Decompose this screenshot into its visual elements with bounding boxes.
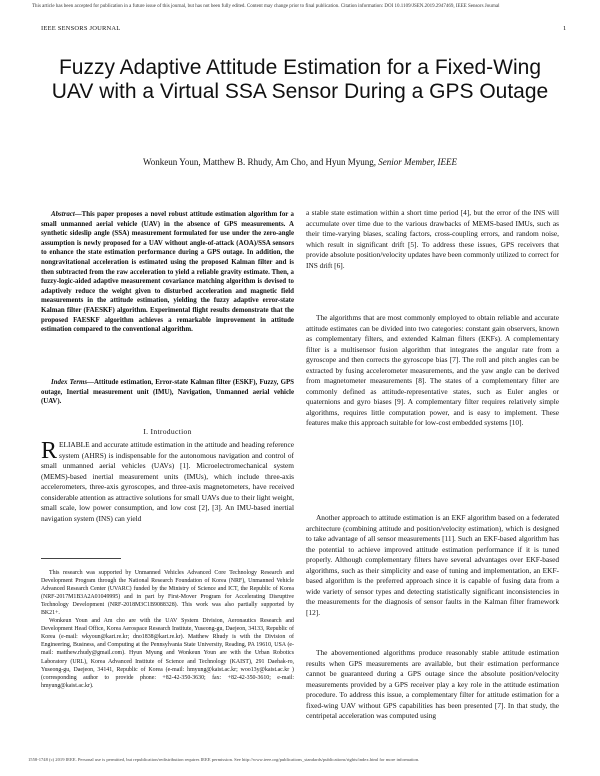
right-paragraph-3: Another approach to attitude estimation is an EKF algorithm based on a federated architecture (combining attitude and position/velocity estimation), which is designed to take advantage of all sensor measurements [11]. Such an EKF-based algorithm has the potential to achieve improved attitude estimation performance if it is tuned properly. Although complementary filters have several advantages over EKF-based algorithms, such as their simplicity and ease of tuning and implementation, an EKF-based algorithm is the preferred approach since it is capable of fusing data from a wide variety of sensor types and detecting statistically significant inconsistencies in the measurements for the diagnosis of sensor faults in the Kalman filter framework [12]. xyxy=(306,513,559,617)
index-terms-text: —Attitude estimation, Error-state Kalman filter (ESKF), Fuzzy, GPS outage, Inertial measurement unit (IMU), Navigation, Unmanned aerial vehicle (UAV). xyxy=(41,379,295,406)
paper-title: Fuzzy Adaptive Attitude Estimation for a Fixed-Wing UAV with a Virtual SSA Sensor During a GPS Outage xyxy=(51,56,549,103)
footnotes xyxy=(41,569,294,690)
publication-notice: This article has been accepted for publication in a future issue of this journal, but has not been fully edited. Content may change prior to final publication. Citation information: DOI 10.1109/JSEN.2019.2947469, IEEE Sensors Journal xyxy=(32,4,500,9)
right-paragraph-1: a stable state estimation within a short time period [4], but the error of the INS will accumulate over time due to the various drawbacks of MEMS-based IMUs, such as their time-varying biases, scaling factors, cross-coupling errors, and random noise, which result in significant drift [5]. To address these issues, GPS receivers that provide absolute position/velocity updates have been commonly utilized to correct for INS drift [6]. xyxy=(306,208,559,270)
abstract xyxy=(41,210,294,335)
journal-name: IEEE SENSORS JOURNAL xyxy=(41,25,121,32)
right-paragraph-2: The algorithms that are most commonly employed to obtain reliable and accurate attitude estimates can be divided into two categories: constant gain observers, known as complementary filters, and extended Kalman filters (EKFs). A complementary filter is a multisensor fusion algorithm that integrates the angular rate from a gyroscope and then corrects the gyroscope bias [7]. The roll and pitch angles can be extracted by fusing accelerometer measurements, and the yaw angle can be derived from magnetometer measurements [8]. The states of a complementary filter are commonly defined as attitude-representative states, such as Euler angles or quaternions and gyro biases [9]. A complementary filter requires relatively simple algorithms, requires little computation power, and is easy to implement. These features make this approach suitable for low-cost embedded systems [10]. xyxy=(306,313,559,427)
index-terms-label: Index Terms xyxy=(51,379,88,386)
right-paragraph-4: The abovementioned algorithms produce reasonably stable attitude estimation results when GPS measurements are available, but their estimation performance cannot be guaranteed during a GPS outage since the absolute position/velocity measurements provided by a GPS receiver play a key role in the attitude estimation procedure. To address this issue, a complementary filter for attitude estimation for a fixed-wing UAV without GPS capabilities has been presented [7]. In that study, the centripetal acceleration was computed using xyxy=(306,648,559,720)
drop-cap: R xyxy=(41,438,58,464)
authors: Wonkeun Youn, Matthew B. Rhudy, Am Cho, and Hyun Myung, xyxy=(143,157,376,167)
author-list xyxy=(40,157,560,167)
index-terms xyxy=(41,378,294,407)
author-membership: Senior Member, IEEE xyxy=(378,157,457,167)
page-number: 1 xyxy=(563,25,567,32)
abstract-label: Abstract xyxy=(51,211,75,218)
footnote-divider xyxy=(41,558,121,559)
abstract-text: —This paper proposes a novel robust attitude estimation algorithm for a small unmanned aerial vehicle (UAV) in the absence of GPS measurements. A synthetic sideslip angle (SSA) measurement formulated for use under the zero-angle assumption is newly proposed for a UAV without angle-of-attack (AOA)/SSA sensors to enhance the state estimation performance during a GPS outage. In addition, the nongravitational acceleration is estimated using the proposed Kalman filter and is then subtracted from the raw acceleration to yield a reliable gravity estimate. Then, a fuzzy-logic-aided adaptive measurement covariance matching algorithm is devised to adaptively reduce the weight given to disturbed acceleration and magnetic field measurements in the attitude estimation, yielding the fuzzy adaptive error-state Kalman filter (FAESKF) algorithm. Experimental flight results demonstrate that the proposed FAESKF algorithm achieves a remarkable improvement in attitude estimation compared to the conventional algorithm. xyxy=(41,211,294,334)
funding-footnote: This research was supported by Unmanned Vehicles Advanced Core Technology Research and Development Program through the National Research Foundation of Korea (NRF), Unmanned Vehicle Advanced Research Center (UVARC) funded by the Ministry of Science and ICT, the Republic of Korea (NRF-2017M1B3A2A01049995) and in part by First-Mover Program for Accelerating Disruptive Technology Development (NRF-2018M3C1B9088328). This work was also partially supported by BK21+. xyxy=(41,570,294,617)
copyright-footer: 1558-1748 (c) 2019 IEEE. Personal use is permitted, but republication/redistribution requires IEEE permission. See http://www.ieee.org/publications_standards/publications/rights/index.html for more information. xyxy=(28,757,420,762)
affiliation-footnote: Wonkeun Youn and Am cho are with the UAV System Division, Aeronautics Research and Development Head Office, Korea Aerospace Research Institute, Yuseong-gu, Daejeon, 34133, Republic of Korea (e-mail: wkyoun@kari.re.kr; dno1838@kari.re.kr). Matthew Rhudy is with the Division of Engineering, Business, and Computing at the Pennsylvania State University, Reading, PA 19610, USA (e-mail: matthew.rhudy@gmail.com). Hyun Myung and Wonkeun Youn are with the Urban Robotics Laboratory (URL), Korea Advanced Institute of Science and Technology (KAIST), 291 Daehak-ro, Yuseong-gu, Daejeon, 34141, Republic of Korea (e-mail: hmyung@kaist.ac.kr; woo13y@kaist.ac.kr ) (corresponding author to provide phone: +82-42-350-3630; fax: +82-42-350-3610; e-mail: hmyung@kaist.ac.kr). xyxy=(41,618,294,689)
intro-paragraph xyxy=(41,440,294,524)
intro-text: ELIABLE and accurate attitude estimation in the attitude and heading reference system (AHRS) is indispensable for the autonomous navigation and control of small unmanned aerial vehicles (UAVs) [1]. Microelectromechanical system (MEMS)-based inertial measurement units (IMUs), which include three-axis accelerometers, three-axis gyroscopes, and three-axis magnetometers, have received considerable attention as attractive solutions for small UAVs due to their light weight, small scale, low power consumption, and low cost [2], [3]. An IMU-based inertial navigation system (INS) can yield xyxy=(41,440,294,523)
section-heading: I. Introduction xyxy=(143,427,192,436)
